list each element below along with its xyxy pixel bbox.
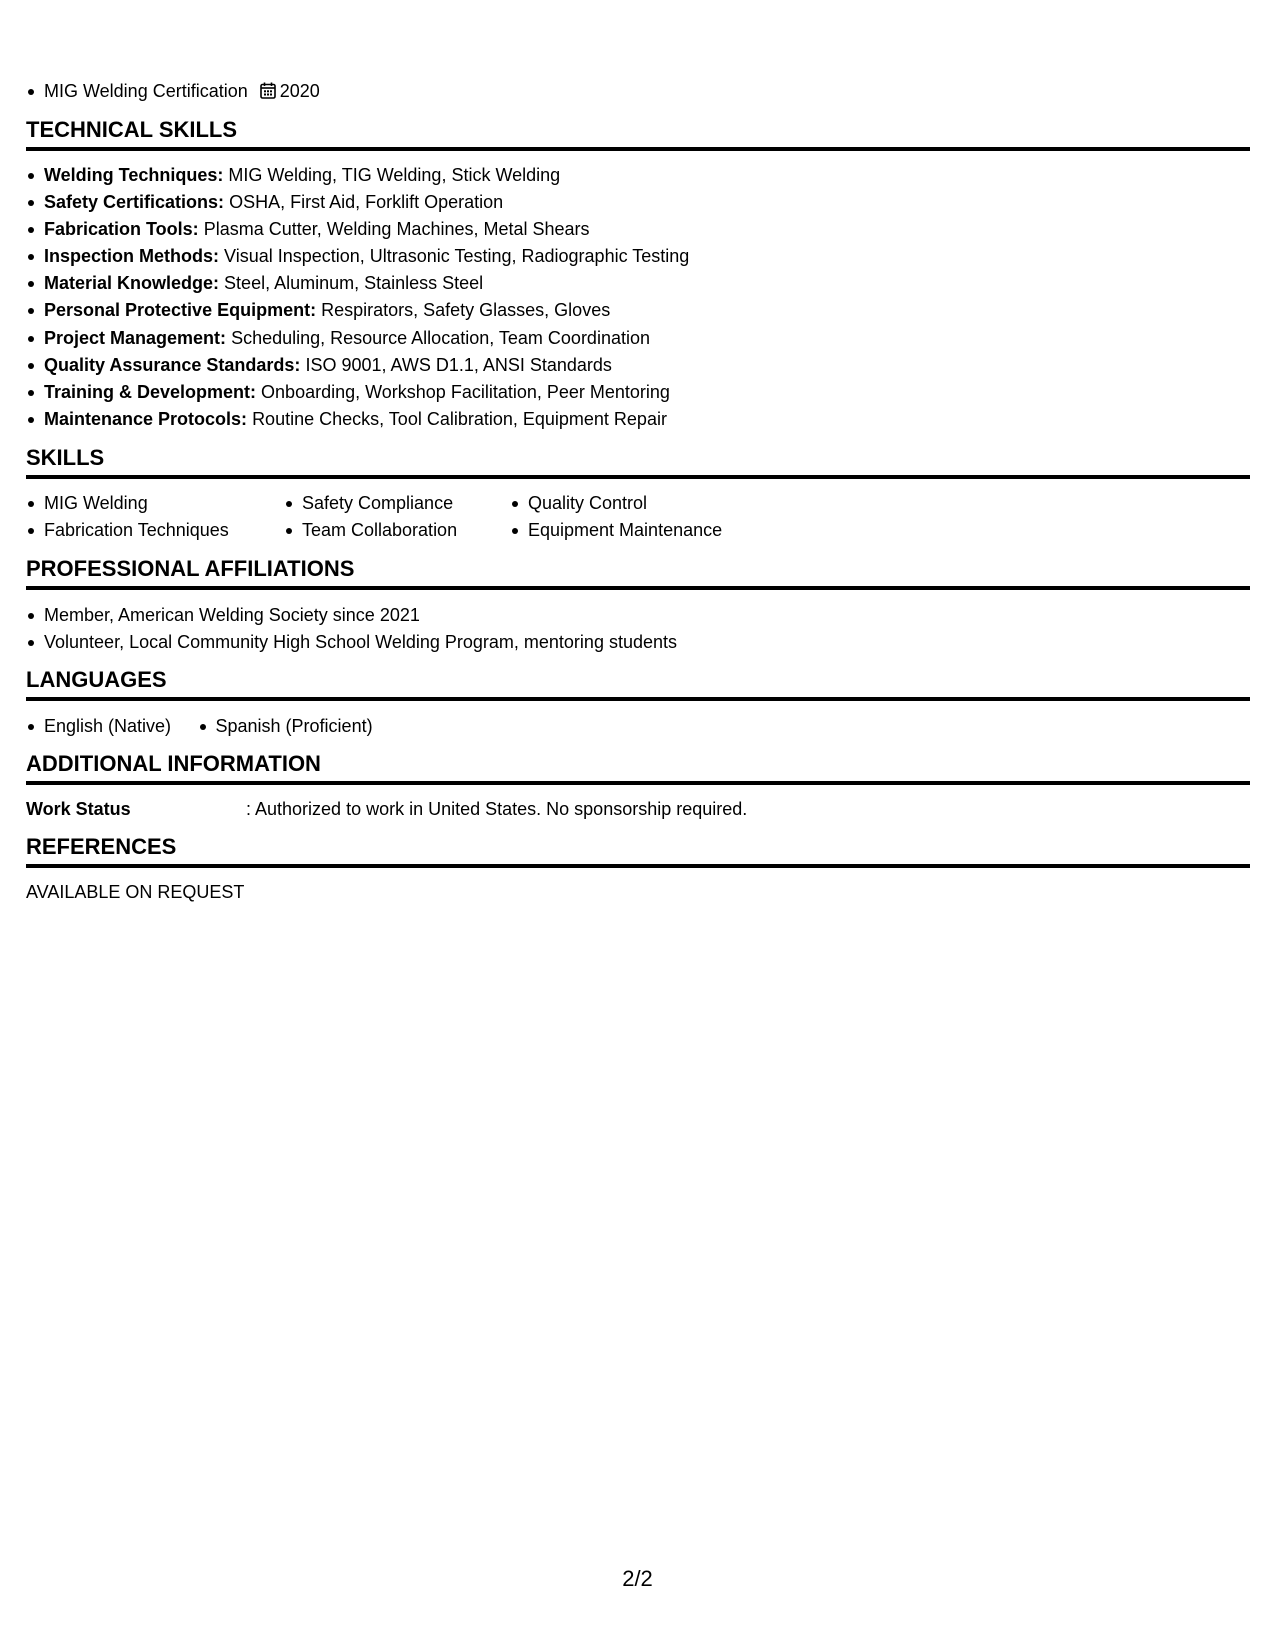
list-item: Quality Assurance Standards: ISO 9001, AWS D1.1, ANSI Standards xyxy=(26,352,1250,379)
skills-row xyxy=(26,517,1250,544)
list-item: Training & Development: Onboarding, Workshop Facilitation, Peer Mentoring xyxy=(26,379,1250,406)
list-item: Team Collaboration xyxy=(284,517,510,544)
page-number: 2/2 xyxy=(622,1566,653,1591)
skills-heading: SKILLS xyxy=(26,445,1250,479)
affiliations-heading: PROFESSIONAL AFFILIATIONS xyxy=(26,556,1250,590)
languages-heading: LANGUAGES xyxy=(26,667,1250,701)
list-item: Quality Control xyxy=(510,490,768,517)
additional-info-heading: ADDITIONAL INFORMATION xyxy=(26,751,1250,785)
list-item: Spanish (Proficient) xyxy=(198,713,373,740)
affiliations-list xyxy=(26,602,1250,656)
list-item: Volunteer, Local Community High School Welding Program, mentoring students xyxy=(26,629,1250,656)
certification-year: 2020 xyxy=(279,81,320,101)
skills-row xyxy=(26,490,1250,517)
work-status-value: : Authorized to work in United States. No sponsorship required. xyxy=(246,799,748,819)
list-item: Safety Certifications: OSHA, First Aid, Forklift Operation xyxy=(26,189,1250,216)
list-item: Maintenance Protocols: Routine Checks, Tool Calibration, Equipment Repair xyxy=(26,406,1250,433)
work-status-label: Work Status xyxy=(26,799,131,819)
list-item: Equipment Maintenance xyxy=(510,517,768,544)
languages-list xyxy=(26,713,1250,740)
technical-skills-heading: TECHNICAL SKILLS xyxy=(26,117,1250,151)
list-item: Material Knowledge: Steel, Aluminum, Stainless Steel xyxy=(26,270,1250,297)
list-item: Member, American Welding Society since 2021 xyxy=(26,602,1250,629)
certification-name: MIG Welding Certification xyxy=(44,81,248,101)
certification-list xyxy=(26,78,320,107)
list-item: Personal Protective Equipment: Respirators, Safety Glasses, Gloves xyxy=(26,297,1250,324)
list-item: English (Native) xyxy=(26,713,171,740)
calendar-icon xyxy=(260,80,276,107)
list-item: Inspection Methods: Visual Inspection, Ultrasonic Testing, Radiographic Testing xyxy=(26,243,1250,270)
list-item: Fabrication Techniques xyxy=(26,517,284,544)
references-heading: REFERENCES xyxy=(26,834,1250,868)
technical-skills-list xyxy=(26,162,1250,433)
list-item: Welding Techniques: MIG Welding, TIG Welding, Stick Welding xyxy=(26,162,1250,189)
work-status-row xyxy=(26,796,1250,822)
list-item: Fabrication Tools: Plasma Cutter, Welding Machines, Metal Shears xyxy=(26,216,1250,243)
list-item: Safety Compliance xyxy=(284,490,510,517)
certification-item xyxy=(26,78,320,107)
skills-grid xyxy=(26,490,1250,544)
list-item: Project Management: Scheduling, Resource Allocation, Team Coordination xyxy=(26,325,1250,352)
references-text: AVAILABLE ON REQUEST xyxy=(26,882,245,902)
list-item: MIG Welding xyxy=(26,490,284,517)
